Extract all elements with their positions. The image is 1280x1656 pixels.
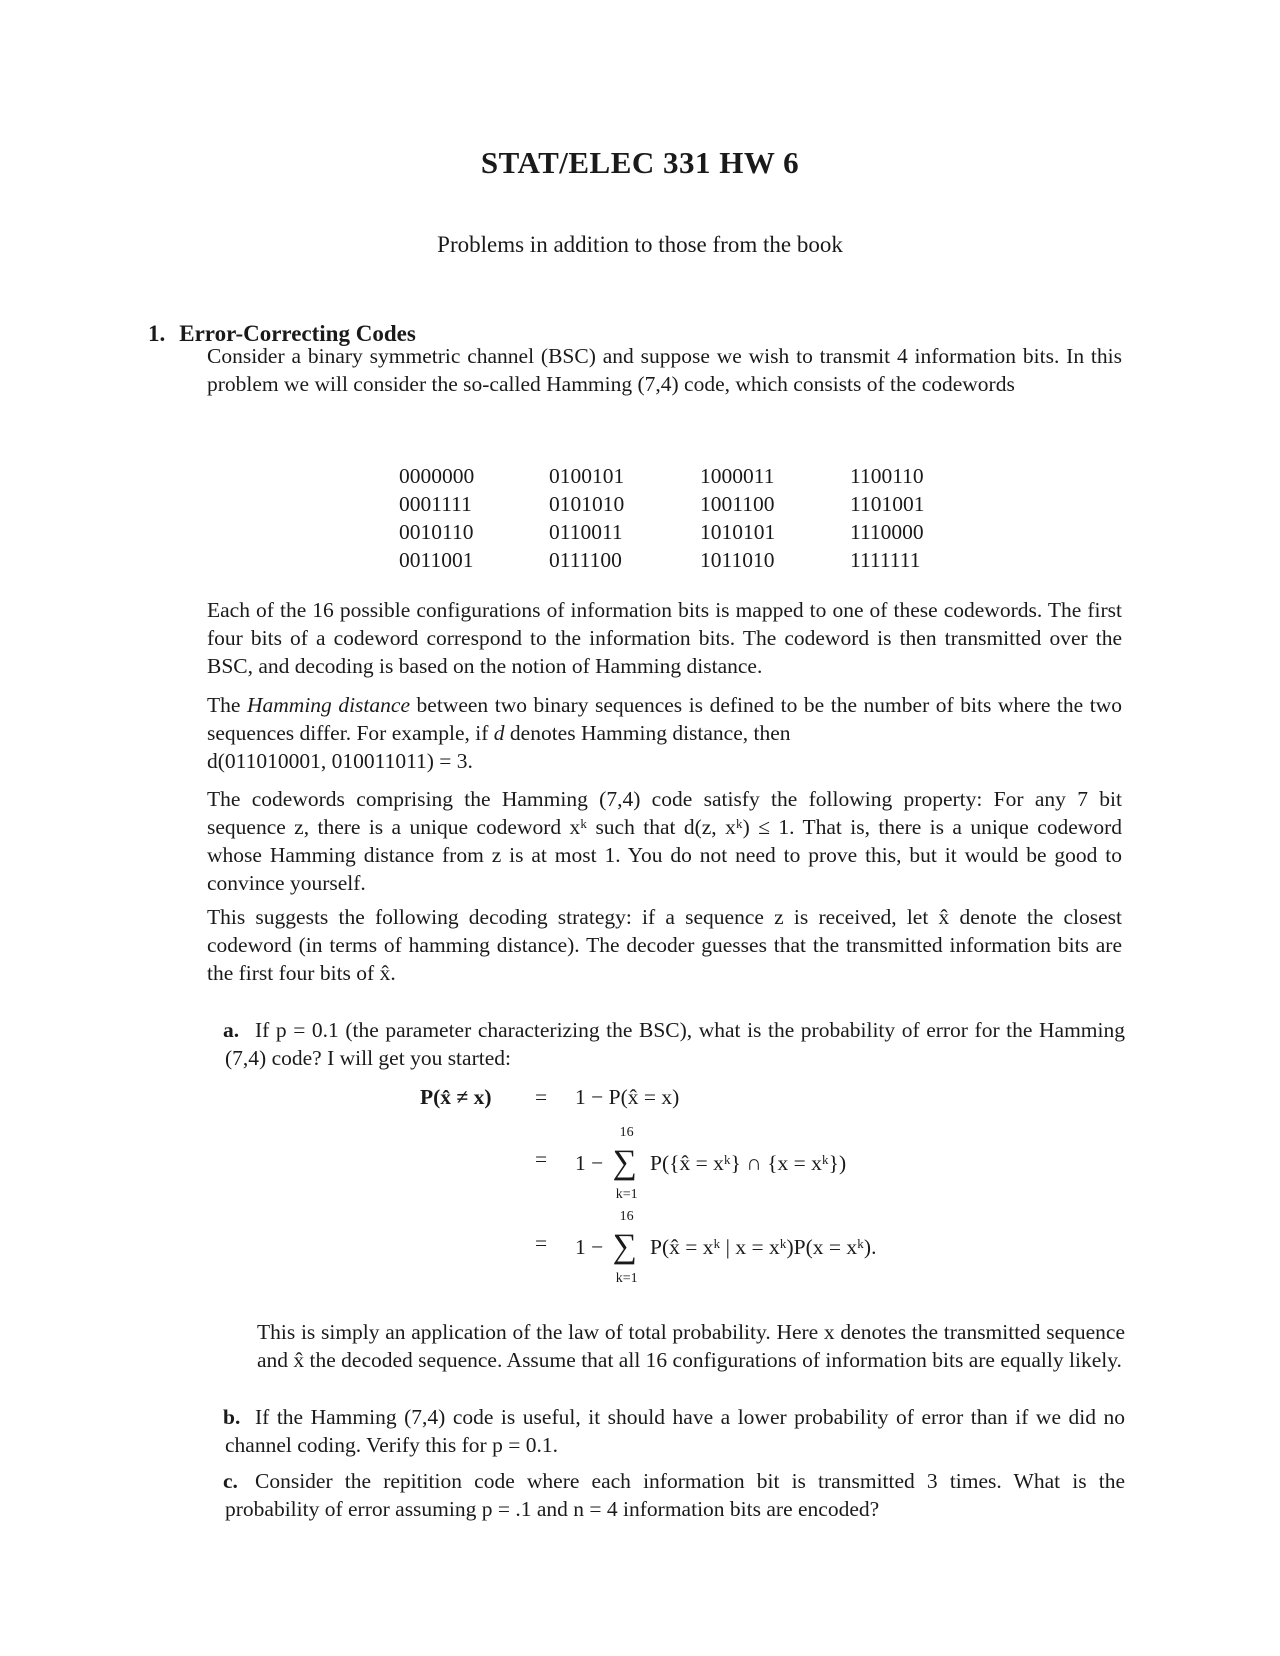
sigma-glyph: ∑	[612, 1228, 637, 1265]
paragraph-mapping: Each of the 16 possible configurations of information bits is mapped to one of these codewords. The first four bits of a codeword correspond to the information bits. The codeword is then transmitted over the BSC, and decoding is based on the notion of Hamming distance.	[207, 598, 1122, 678]
codeword: 0011001	[399, 548, 474, 572]
problem-b	[225, 1403, 1125, 1459]
problem-text: Consider the repitition code where each information bit is transmitted 3 times. What is the probability of error assuming p = .1 and n = 4 information bits are encoded?	[225, 1469, 1125, 1521]
text-fragment: P(x̂ = xᵏ | x = xᵏ)P(x = xᵏ).	[650, 1234, 877, 1259]
codeword: 1011010	[700, 548, 775, 572]
codeword: 1101001	[850, 492, 925, 516]
codeword: 1010101	[700, 520, 776, 544]
problem-text: If p = 0.1 (the parameter characterizing the BSC), what is the probability of error for the Hamming (7,4) code? I will get you started:	[225, 1018, 1125, 1070]
codeword: 1100110	[850, 464, 924, 488]
problem-text: If the Hamming (7,4) code is useful, it should have a lower probability of error than if we did no channel coding. Verify this for p = 0.1.	[225, 1405, 1125, 1457]
sigma-glyph: ∑	[612, 1144, 637, 1181]
text-fragment: between two binary sequences is defined to be the number of bits where the two sequences differ. For example, if	[207, 693, 1122, 745]
section-title: Error-Correcting Codes	[179, 321, 416, 346]
codeword: 0000000	[399, 464, 475, 488]
equation-rhs: 1 − P(x̂ = x)	[575, 1085, 680, 1109]
sum-upper-limit: 16	[619, 1125, 634, 1140]
text-fragment: The	[207, 693, 247, 717]
text-fragment: P({x̂ = xᵏ} ∩ {x = xᵏ})	[650, 1150, 847, 1175]
codeword-column	[700, 462, 820, 574]
problem-a-note: This is simply an application of the law of total probability. Here x denotes the transmitted sequence and x̂ the decoded sequence. Assume that all 16 configurations of information bits are equally likely.	[257, 1320, 1125, 1372]
page-title: STAT/ELEC 331 HW 6	[480, 145, 800, 180]
codeword: 0110011	[549, 520, 623, 544]
problem-label: c.	[223, 1469, 238, 1493]
equation-rhs	[575, 1209, 877, 1286]
paragraph-hamming-distance	[207, 691, 1122, 775]
codeword: 0100101	[549, 464, 625, 488]
page-subtitle: Problems in addition to those from the book	[437, 232, 843, 257]
codeword: 0101010	[549, 492, 625, 516]
codeword: 1110000	[850, 520, 924, 544]
summation-symbol	[609, 1125, 645, 1202]
equals-sign: =	[535, 1085, 548, 1109]
equation-rhs	[575, 1125, 847, 1202]
codeword-column	[399, 462, 519, 574]
summation-symbol	[609, 1209, 645, 1286]
codeword: 1000011	[700, 464, 775, 488]
codeword: 0111100	[549, 548, 622, 572]
text-fragment: denotes Hamming distance, then	[504, 721, 791, 745]
text-fragment: 1 −	[575, 1234, 604, 1259]
equation-lhs: P(x̂ ≠ x)	[420, 1085, 492, 1109]
sum-lower-limit: k=1	[615, 1187, 638, 1202]
equals-sign: =	[535, 1231, 548, 1255]
problem-label: a.	[223, 1018, 240, 1042]
codeword: 0001111	[399, 492, 472, 516]
codeword-column	[549, 462, 669, 574]
problem-label: b.	[223, 1405, 241, 1429]
term-hamming-distance: Hamming distance	[246, 693, 410, 717]
codeword-column	[850, 462, 970, 574]
codeword: 1001100	[700, 492, 775, 516]
paragraph-property: The codewords comprising the Hamming (7,4) code satisfy the following property: For any 7 bit sequence z, there is a unique codeword xᵏ such that d(z, xᵏ) ≤ 1. That is, there is a unique codeword whose Hamming distance from z is at most 1. You do not need to prove this, but it would be good to convince yourself.	[207, 787, 1122, 895]
problem-a	[225, 1016, 1125, 1072]
intro-paragraph: Consider a binary symmetric channel (BSC) and suppose we wish to transmit 4 information bits. In this problem we will consider the so-called Hamming (7,4) code, which consists of the codewords	[207, 344, 1122, 396]
codeword: 0010110	[399, 520, 474, 544]
example-equation: d(011010001, 010011011) = 3.	[207, 749, 473, 773]
sum-upper-limit: 16	[619, 1209, 634, 1224]
symbol-d: d	[493, 721, 505, 745]
text-fragment: 1 −	[575, 1150, 604, 1175]
paragraph-decoding: This suggests the following decoding strategy: if a sequence z is received, let x̂ denote the closest codeword (in terms of hamming distance). The decoder guesses that the transmitted information bits are the first four bits of x̂.	[207, 905, 1122, 985]
sum-lower-limit: k=1	[615, 1271, 638, 1286]
equals-sign: =	[535, 1147, 548, 1171]
codeword: 1111111	[850, 548, 921, 572]
section-number: 1.	[148, 321, 166, 346]
problem-c	[225, 1467, 1125, 1523]
